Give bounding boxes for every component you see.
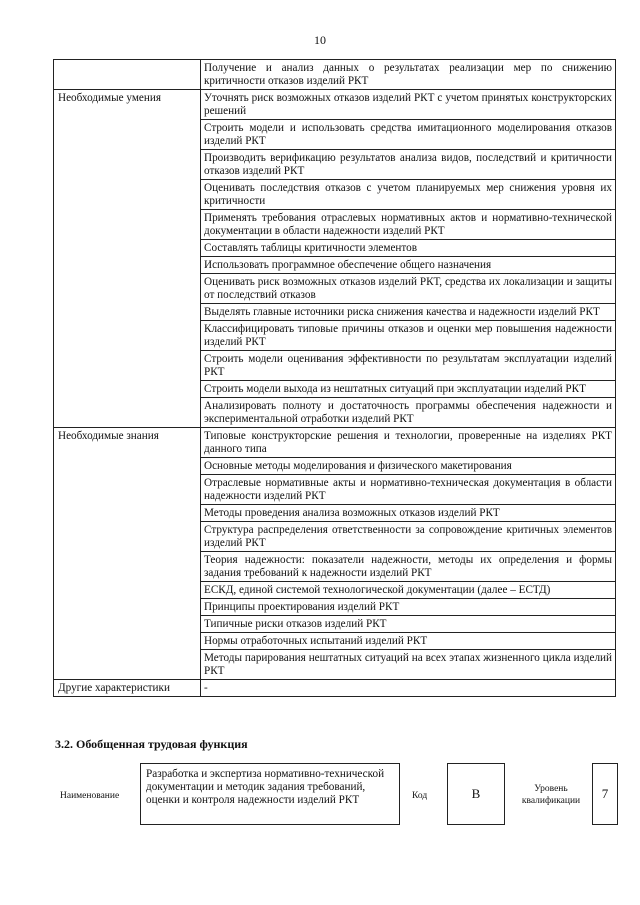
table-row	[54, 680, 616, 697]
code-label: Код	[412, 791, 428, 801]
table-cell: Теория надежности: показатели надежности, методы их определения и формы задания требований к надежности изделий РКТ	[201, 552, 616, 582]
table-cell: Принципы проектирования изделий РКТ	[201, 599, 616, 616]
table-cell: Уточнять риск возможных отказов изделий РКТ с учетом принятых конструкторских решений	[201, 90, 616, 120]
table-cell: Составлять таблицы критичности элементов	[201, 240, 616, 257]
table-cell: Получение и анализ данных о результатах реализации мер по снижению критичности отказов изделий РКТ	[201, 60, 616, 90]
row-group-label: Необходимые знания	[54, 428, 201, 680]
page-number: 10	[314, 33, 326, 47]
competency-table	[53, 59, 616, 697]
table-row	[54, 90, 616, 120]
row-group-label	[54, 60, 201, 90]
table-cell: Производить верификацию результатов анализа видов, последствий и критичности отказов изделий РКТ	[201, 150, 616, 180]
generalized-function-row	[55, 763, 618, 827]
table-cell: Нормы отработочных испытаний изделий РКТ	[201, 633, 616, 650]
table-cell: Анализировать полноту и достаточность программы обеспечения надежности и экспериментальной отработки изделий РКТ	[201, 398, 616, 428]
table-cell: Классифицировать типовые причины отказов и оценки мер повышения надежности изделий РКТ	[201, 321, 616, 351]
table-cell: Методы проведения анализа возможных отказов изделий РКТ	[201, 505, 616, 522]
table-cell: -	[201, 680, 616, 697]
qualification-level-label: Уровень квалификации	[521, 784, 581, 806]
name-label: Наименование	[60, 791, 120, 801]
qualification-level-value: 7	[592, 763, 618, 825]
section-title: 3.2. Обобщенная трудовая функция	[55, 737, 248, 751]
table-cell: Основные методы моделирования и физического макетирования	[201, 458, 616, 475]
table-cell: Использовать программное обеспечение общего назначения	[201, 257, 616, 274]
table-cell: Структура распределения ответственности за сопровождение критичных элементов изделий РКТ	[201, 522, 616, 552]
table-cell: Отраслевые нормативные акты и нормативно-техническая документация в области надежности изделий РКТ	[201, 475, 616, 505]
table-cell: ЕСКД, единой системой технологической документации (далее – ЕСТД)	[201, 582, 616, 599]
code-value: B	[447, 763, 505, 825]
table-cell: Методы парирования нештатных ситуаций на всех этапах жизненного цикла изделий РКТ	[201, 650, 616, 680]
table-cell: Типовые конструкторские решения и технологии, проверенные на изделиях РКТ данного типа	[201, 428, 616, 458]
row-group-label: Необходимые умения	[54, 90, 201, 428]
table-row	[54, 60, 616, 90]
table-cell: Строить модели оценивания эффективности по результатам эксплуатации изделий РКТ	[201, 351, 616, 381]
function-name-value: Разработка и экспертиза нормативно-технической документации и методик задания требований, оценки и контроля надежности изделий РКТ	[140, 763, 400, 825]
table-cell: Строить модели выхода из нештатных ситуаций при эксплуатации изделий РКТ	[201, 381, 616, 398]
table-cell: Оценивать риск возможных отказов изделий РКТ, средства их локализации и защиты от последствий отказов	[201, 274, 616, 304]
table-cell: Типичные риски отказов изделий РКТ	[201, 616, 616, 633]
table-cell: Выделять главные источники риска снижения качества и надежности изделий РКТ	[201, 304, 616, 321]
table-cell: Оценивать последствия отказов с учетом планируемых мер снижения уровня их критичности	[201, 180, 616, 210]
table-cell: Применять требования отраслевых нормативных актов и нормативно-технической документации в области надежности изделий РКТ	[201, 210, 616, 240]
table-cell: Строить модели и использовать средства имитационного моделирования отказов изделий РКТ	[201, 120, 616, 150]
table-row	[54, 428, 616, 458]
row-group-label: Другие характеристики	[54, 680, 201, 697]
